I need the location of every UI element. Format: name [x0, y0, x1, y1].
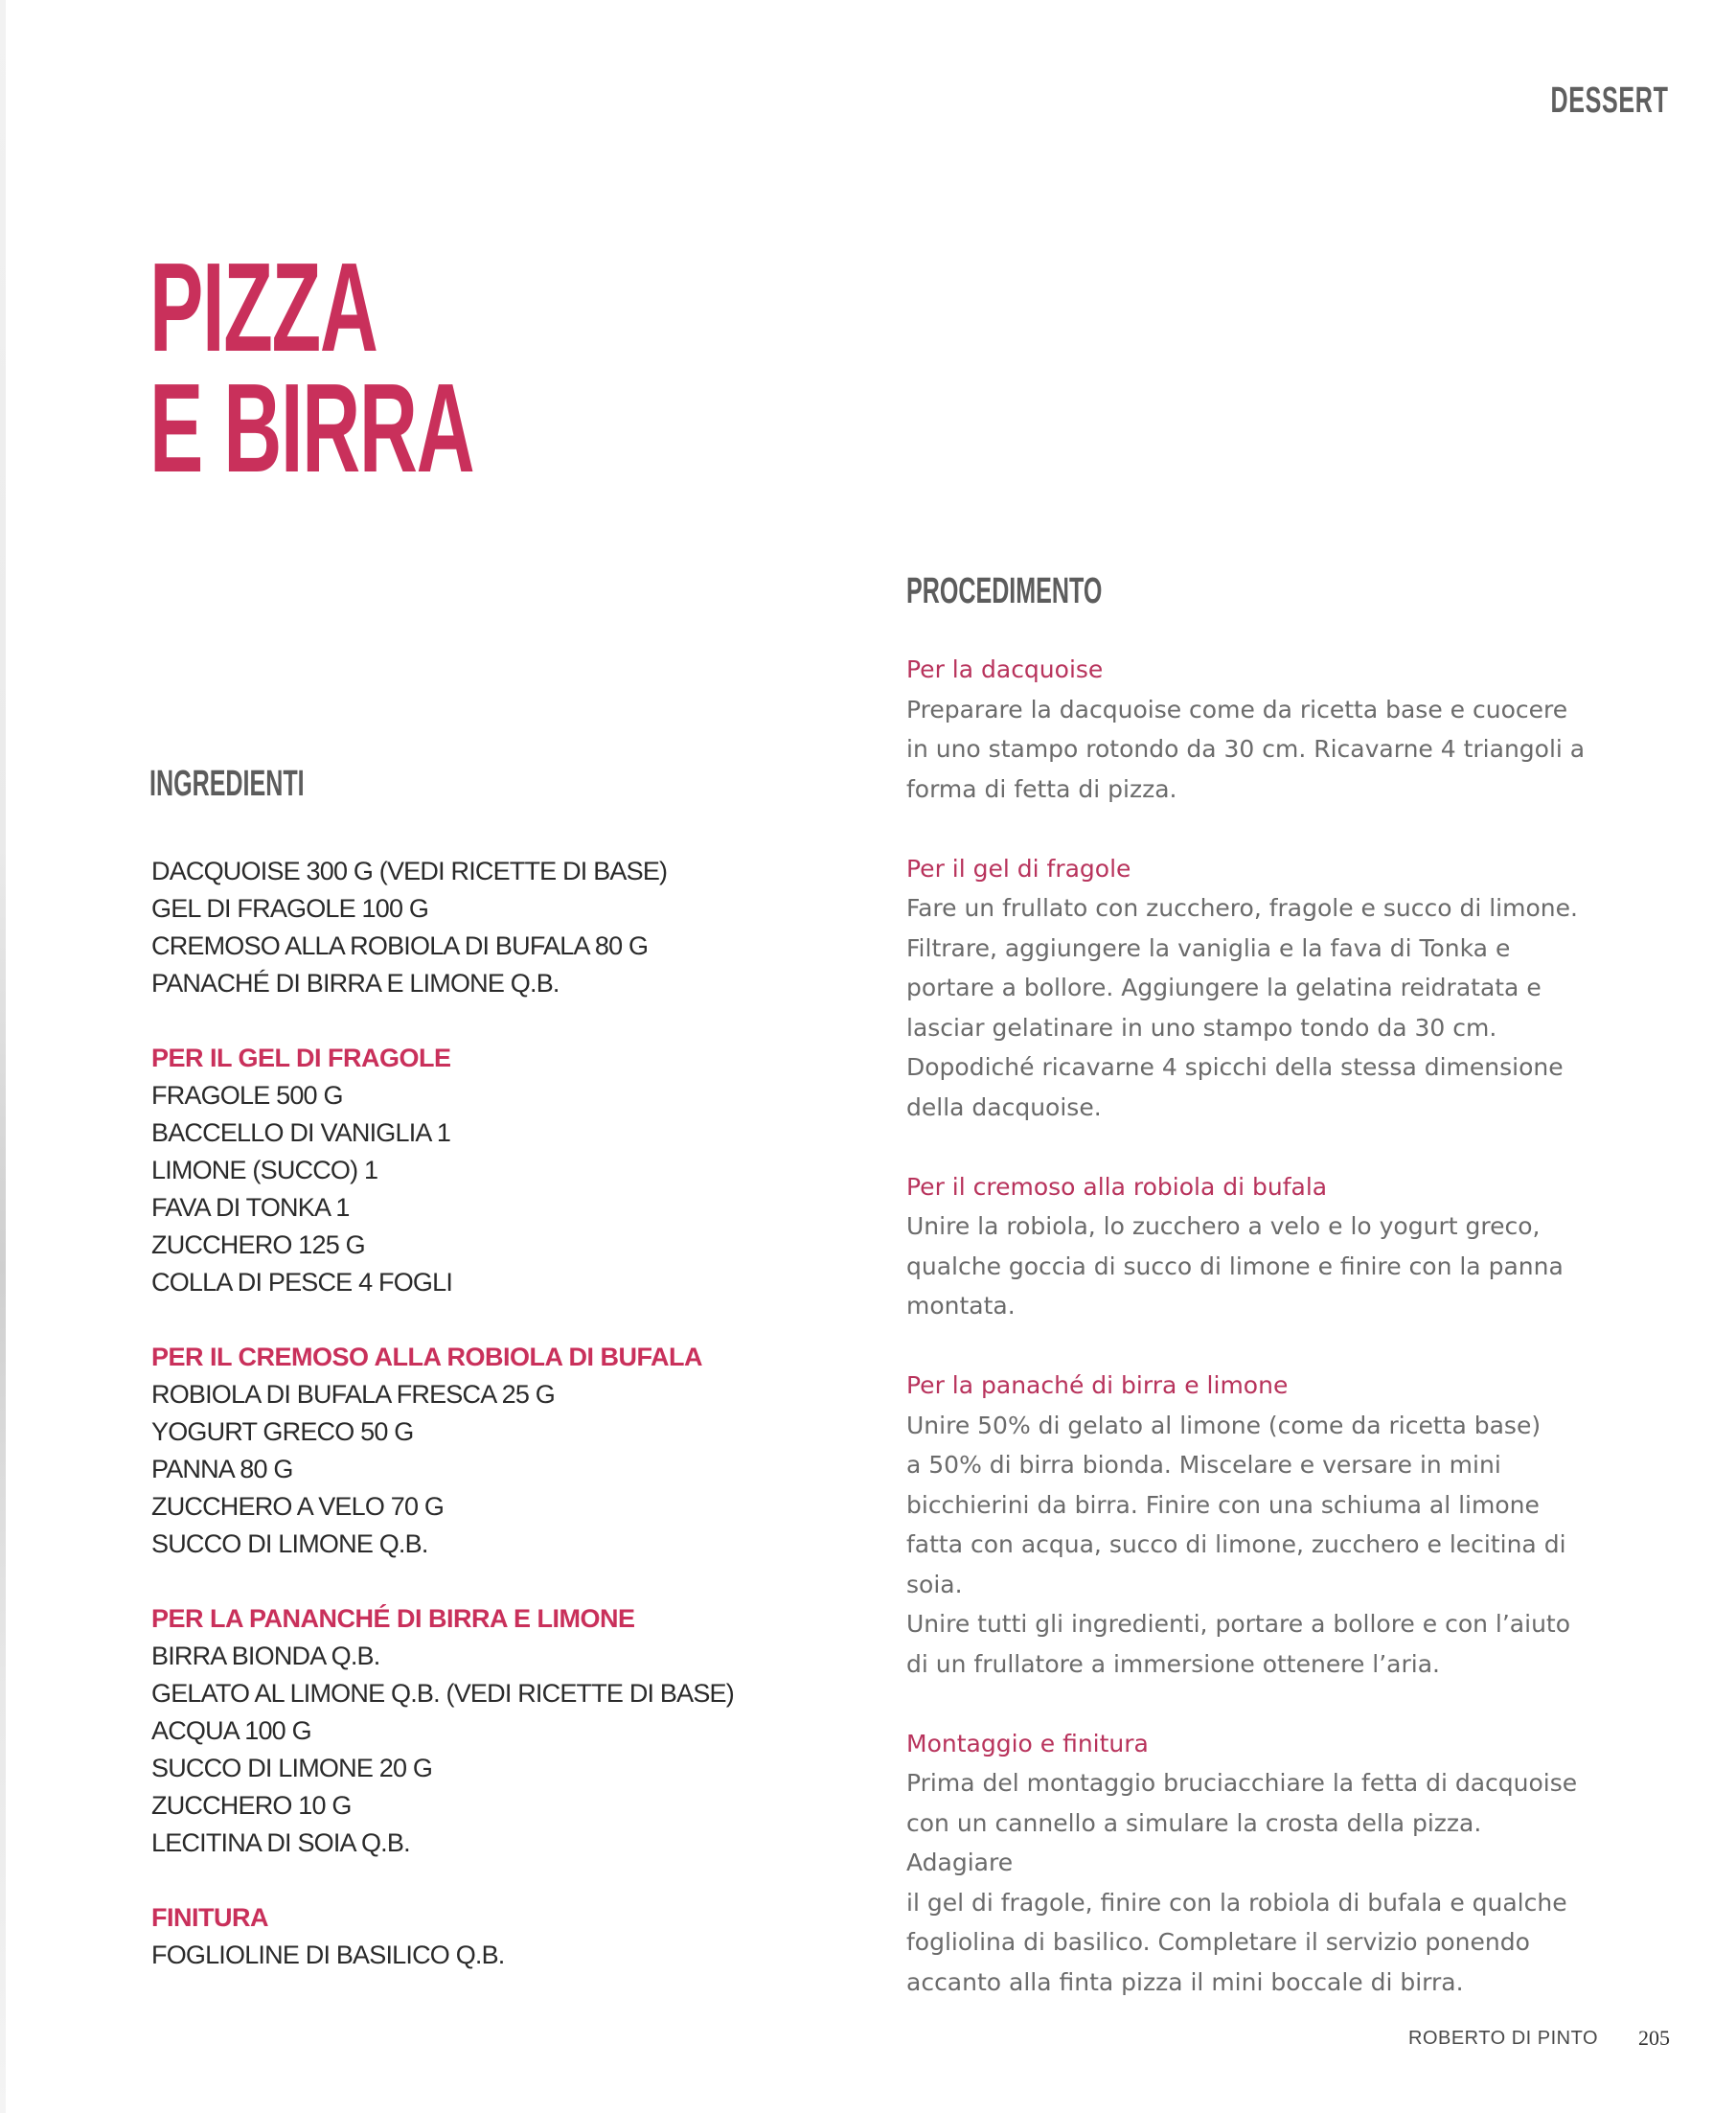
ingredient-item: COLLA DI PESCE 4 FOGLI [151, 1268, 453, 1297]
page-edge-shadow [0, 0, 6, 2113]
ingredient-item: PANACHÉ DI BIRRA E LIMONE Q.B. [151, 969, 560, 998]
ingredient-group-title: PER IL GEL DI FRAGOLE [151, 1044, 451, 1072]
procedure-step-cremoso [906, 1167, 1587, 1326]
ingredients-list [151, 853, 784, 2011]
step-line: fogliolina di basilico. Completare il servizio ponendo [906, 1928, 1530, 1956]
step-line: portare a bollore. Aggiungere la gelatina reidratata e [906, 974, 1542, 1001]
procedure-heading: PROCEDIMENTO [906, 571, 1103, 611]
ingredient-item: SUCCO DI LIMONE Q.B. [151, 1529, 428, 1558]
step-line: qualche goccia di succo di limone e finire con la panna [906, 1252, 1564, 1280]
step-line: con un cannello a simulare la crosta della pizza. Adagiare [906, 1808, 1482, 1876]
ingredient-item: LIMONE (SUCCO) 1 [151, 1156, 378, 1184]
ingredient-item: DACQUOISE 300 G (VEDI RICETTE DI BASE) [151, 857, 668, 885]
ingredient-item: CREMOSO ALLA ROBIOLA DI BUFALA 80 G [151, 931, 649, 960]
step-line: a 50% di birra bionda. Miscelare e versare in mini [906, 1451, 1501, 1479]
ingredient-item: FAVA DI TONKA 1 [151, 1193, 350, 1222]
ingredient-group-finitura [151, 1899, 784, 1974]
ingredient-item: ZUCCHERO 125 G [151, 1230, 365, 1259]
step-line: della dacquoise. [906, 1092, 1102, 1121]
step-line: fatta con acqua, succo di limone, zucchero e lecitina di [906, 1530, 1566, 1558]
step-title: Per il cremoso alla robiola di bufala [906, 1172, 1328, 1201]
ingredient-group-title: PER LA PANANCHÉ DI BIRRA E LIMONE [151, 1604, 635, 1633]
step-line: Dopodiché ricavarne 4 spicchi della stessa dimensione [906, 1053, 1564, 1081]
ingredient-item: GEL DI FRAGOLE 100 G [151, 894, 429, 923]
ingredient-group-gel [151, 1040, 784, 1301]
step-line: in uno stampo rotondo da 30 cm. Ricavarne 4 triangoli a [906, 735, 1586, 763]
ingredient-group-panache [151, 1600, 784, 1862]
ingredient-item: BIRRA BIONDA Q.B. [151, 1642, 380, 1670]
ingredient-item: FRAGOLE 500 G [151, 1081, 343, 1110]
ingredient-item: BACCELLO DI VANIGLIA 1 [151, 1118, 451, 1147]
ingredient-item: YOGURT GRECO 50 G [151, 1417, 414, 1446]
ingredient-item: GELATO AL LIMONE Q.B. (VEDI RICETTE DI BASE) [151, 1679, 734, 1708]
step-line: di un frullatore a immersione ottenere l’aria. [906, 1649, 1440, 1678]
step-line: Preparare la dacquoise come da ricetta base e cuocere [906, 695, 1568, 723]
ingredient-item: ACQUA 100 G [151, 1716, 311, 1745]
step-title: Per il gel di fragole [906, 854, 1131, 883]
step-title: Montaggio e finitura [906, 1729, 1149, 1757]
procedure-step-panache [906, 1366, 1587, 1684]
step-line: bicchierini da birra. Finire con una schiuma al limone [906, 1490, 1540, 1519]
step-line: forma di fetta di pizza. [906, 774, 1177, 803]
step-line: Fare un frullato con zucchero, fragole e succo di limone. [906, 894, 1578, 922]
ingredient-item: ROBIOLA DI BUFALA FRESCA 25 G [151, 1380, 555, 1409]
step-line: accanto alla finta pizza il mini boccale di birra. [906, 1967, 1464, 1996]
ingredient-item: LECITINA DI SOIA Q.B. [151, 1828, 410, 1857]
ingredient-group-title: PER IL CREMOSO ALLA ROBIOLA DI BUFALA [151, 1343, 702, 1371]
ingredient-item: SUCCO DI LIMONE 20 G [151, 1754, 433, 1782]
step-line: Unire la robiola, lo zucchero a velo e lo yogurt greco, [906, 1212, 1541, 1240]
ingredient-item: PANNA 80 G [151, 1455, 293, 1483]
procedure-step-gel [906, 849, 1587, 1128]
step-line: soia. [906, 1570, 963, 1598]
recipe-title-line-2: E BIRRA [149, 357, 474, 498]
step-line: lasciar gelatinare in uno stampo tondo da 30 cm. [906, 1013, 1497, 1042]
step-title: Per la panaché di birra e limone [906, 1371, 1289, 1399]
ingredient-item: FOGLIOLINE DI BASILICO Q.B. [151, 1941, 505, 1969]
ingredient-item: ZUCCHERO 10 G [151, 1791, 352, 1820]
ingredient-item: ZUCCHERO A VELO 70 G [151, 1492, 445, 1521]
step-line: Unire 50% di gelato al limone (come da ricetta base) [906, 1411, 1542, 1439]
page-number: 205 [1638, 2026, 1670, 2050]
ingredient-group-title: FINITURA [151, 1903, 268, 1932]
ingredient-group-main [151, 853, 784, 1002]
step-line: il gel di fragole, finire con la robiola di bufala e qualche [906, 1888, 1567, 1917]
footer-author: ROBERTO DI PINTO [1408, 2028, 1599, 2049]
procedure-step-montaggio [906, 1724, 1587, 2003]
ingredients-heading: INGREDIENTI [149, 764, 305, 804]
step-line: Filtrare, aggiungere la vaniglia e la fava di Tonka e [906, 933, 1511, 962]
procedure-step-dacquoise [906, 650, 1587, 809]
step-line: montata. [906, 1292, 1016, 1320]
procedure-steps [906, 650, 1587, 2042]
section-tag: DESSERT [1550, 80, 1669, 121]
recipe-title [149, 237, 474, 498]
recipe-title-line-1: PIZZA [149, 237, 377, 378]
step-line: Prima del montaggio bruciacchiare la fetta di dacquoise [906, 1769, 1578, 1797]
step-title: Per la dacquoise [906, 655, 1104, 683]
step-line: Unire tutti gli ingredienti, portare a bollore e con l’aiuto [906, 1610, 1571, 1638]
ingredient-group-cremoso [151, 1339, 784, 1563]
